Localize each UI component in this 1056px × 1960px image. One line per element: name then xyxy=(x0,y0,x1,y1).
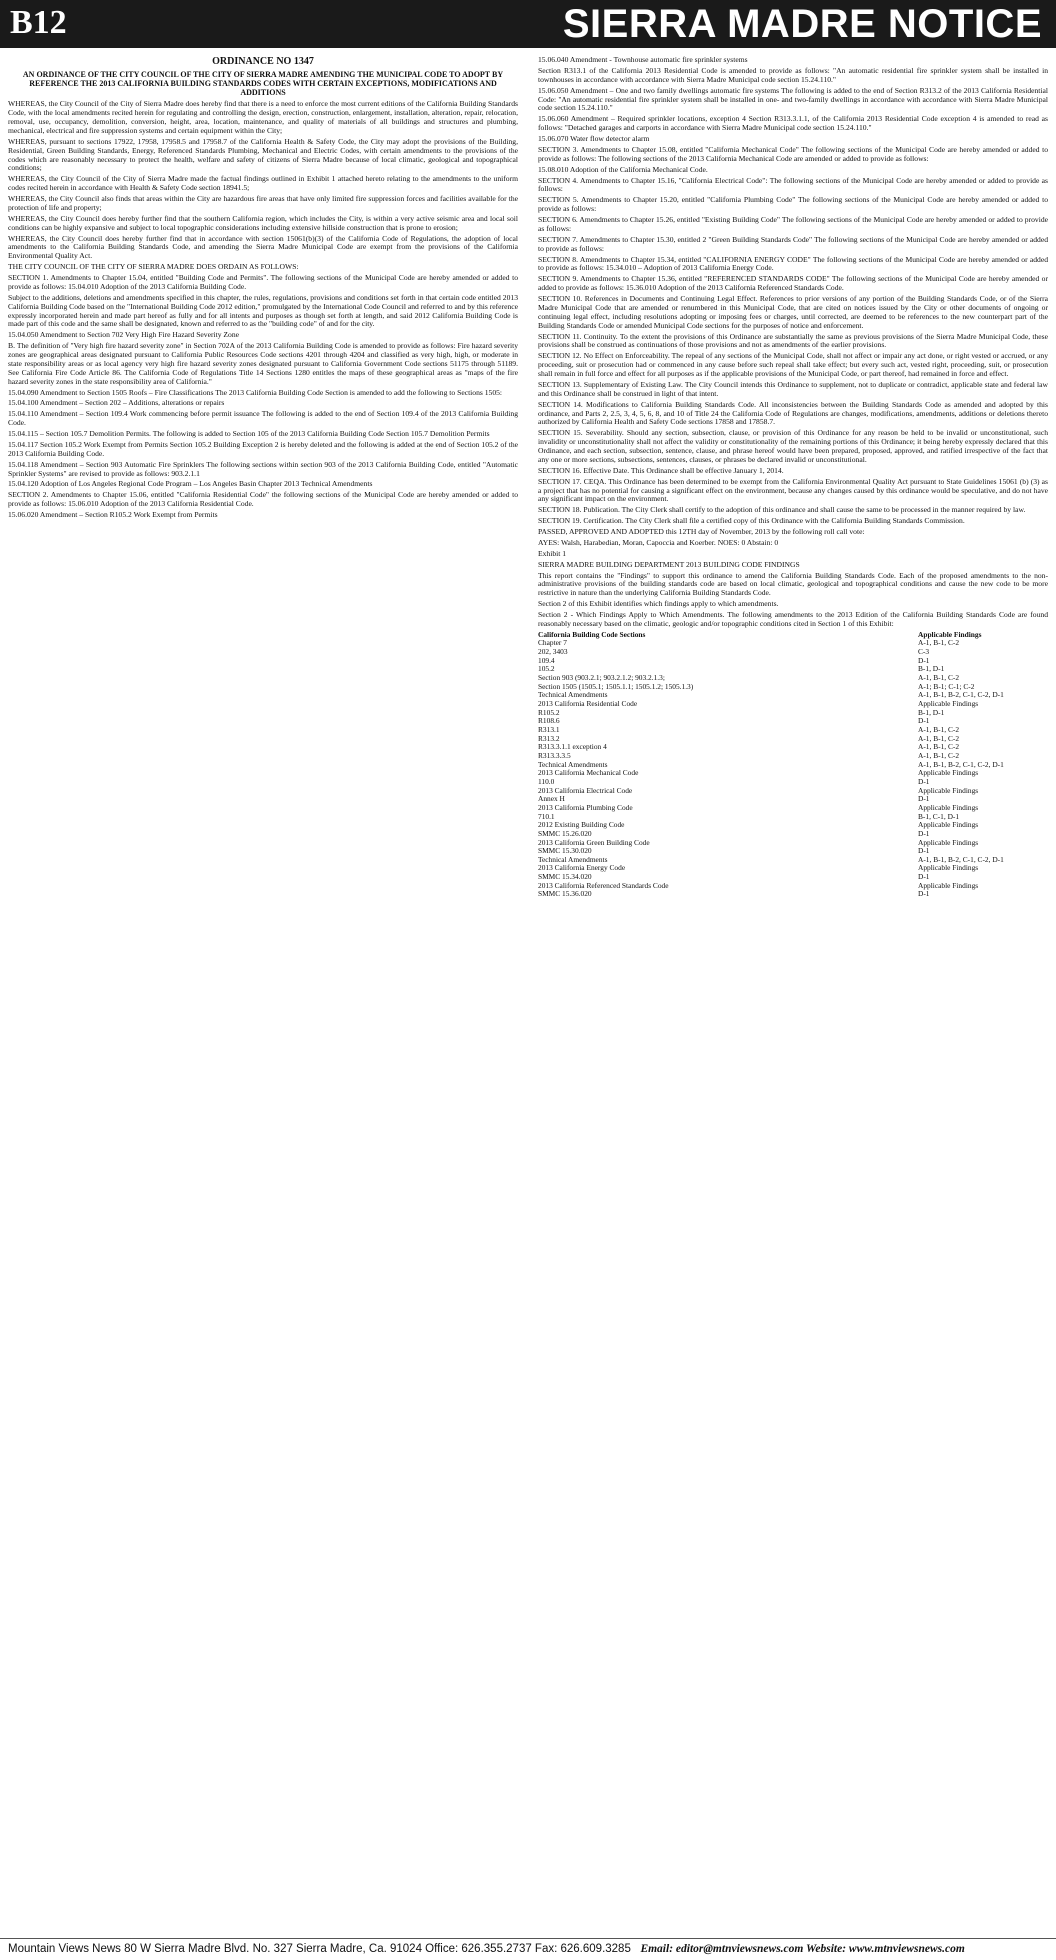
ordinance-paragraph: AYES: Walsh, Harabedian, Moran, Capoccia and Koerber. NOES: 0 Abstain: 0 xyxy=(538,537,779,547)
findings-applicable: A-1, B-1, C-2 xyxy=(918,750,960,760)
ordinance-paragraph: SECTION 18. Publication. The City Clerk shall certify to the adoption of this ordinance and shall cause the same to be processed in the manner required by law. xyxy=(538,505,1026,515)
ordinance-caption: AN ORDINANCE OF THE CITY COUNCIL OF THE CITY OF SIERRA MADRE AMENDING THE MUNICIPAL CODE TO ADOPT BY REFERENCE THE 2013 CALIFORNIA BUILDING STANDARDS CODES WITH CERTAIN EXCEPTIONS, MODIFICATIONS AND ADDITIONS xyxy=(22,69,504,98)
ordinance-paragraph: SECTION 5. Amendments to Chapter 15.20, entitled "California Plumbing Code" The following sections of the Municipal Code are hereby amended or added to provide as follows: xyxy=(538,195,1048,214)
ordinance-paragraph: SECTION 19. Certification. The City Clerk shall file a certified copy of this Ordinance with the California Building Standards Commission. xyxy=(538,516,965,526)
ordinance-paragraph: SECTION 14. Modifications to California Building Standards Code. All inconsistencies between the Building Standards Code as amended and adopted by this ordinance, and Parts 2, 2.5, 3, 4, 5, 6, 8, and 10 of Title 24 the California Code of Regulations are changes, modifications, amendments, additions or deletions thereto authorized by California Health and Safety Code sections 17858 and 17858.7. xyxy=(538,399,1048,427)
section-title: SIERRA MADRE NOTICE xyxy=(562,2,1042,46)
findings-applicable: A-1, B-1, C-2 xyxy=(918,742,960,752)
findings-code-section: 202, 3403 xyxy=(538,647,568,657)
right-body xyxy=(538,56,1048,629)
findings-row xyxy=(538,657,1048,666)
ordinance-paragraph: SECTION 7. Amendments to Chapter 15.30, entitled 2 "Green Building Standards Code" The following sections of the Municipal Code are hereby amended or added to provide as follows: xyxy=(538,234,1048,253)
ordinance-paragraph: This report contains the "Findings" to support this ordinance to amend the California Building Standards Code. Each of the proposed amendments to the non-administrative provisions of the building standards code are based on local climatic, geological and topographical conditions and cause the new code to be more restrictive in nature than the underlying California Building Standards Code. xyxy=(538,570,1048,598)
findings-code-section: 2013 California Residential Code xyxy=(538,699,638,708)
footer-address: Mountain Views News 80 W Sierra Madre Blvd. No. 327 Sierra Madre, Ca. 91024 Office: 626.355.2737 Fax: 626.609.3285 xyxy=(8,1943,631,1955)
ordinance-paragraph: THE CITY COUNCIL OF THE CITY OF SIERRA MADRE DOES ORDAIN AS FOLLOWS: xyxy=(8,262,299,272)
findings-applicable: D-1 xyxy=(918,776,930,786)
ordinance-paragraph: SECTION 4. Amendments to Chapter 15.16, "California Electrical Code": The following sections of the Municipal Code are hereby amended or added to provide as follows: xyxy=(538,175,1048,194)
findings-applicable: B-1, C-1, D-1 xyxy=(918,811,960,821)
findings-code-section: 110.0 xyxy=(538,776,555,786)
ordinance-paragraph: 15.06.050 Amendment – One and two family dwellings automatic fire systems The following is added to the end of Section R313.2 of the 2013 California Residential Code: "An automatic residential fire sprinkler system shall be installed in one- and two-family dwellings in accordance with accordance with Sierra Madre Municipal code section 15.24.110." xyxy=(538,85,1048,113)
ordinance-paragraph: WHEREAS, the City Council also finds that areas within the City are hazardous fire areas that have only limited fire suppression forces and facilities available for the protection of life and property; xyxy=(8,194,518,212)
ordinance-paragraph: 15.04.110 Amendment – Section 109.4 Work commencing before permit issuance The following is added to the end of Section 109.4 of the 2013 California Building Code. xyxy=(8,409,518,428)
findings-header-row xyxy=(538,631,1048,640)
findings-applicable: D-1 xyxy=(918,872,930,882)
ordinance-paragraph: 15.04.090 Amendment to Section 1505 Roofs – Fire Classifications The 2013 California Building Code Section is amended to add the following to Sections 1505: xyxy=(8,387,503,397)
ordinance-paragraph: 15.04.117 Section 105.2 Work Exempt from Permits Section 105.2 Building Exception 2 is hereby deleted and the following is added at the end of Section 105.2 of the 2013 California Building Code. xyxy=(8,439,518,458)
findings-code-section: Chapter 7 xyxy=(538,638,567,648)
findings-applicable: Applicable Findings xyxy=(918,768,979,778)
findings-code-section: Section 903 (903.2.1; 903.2.1.2; 903.2.1.3; xyxy=(538,673,665,683)
ordinance-paragraph: Section 2 of this Exhibit identifies which findings apply to which amendments. xyxy=(538,599,779,609)
findings-code-section: 2013 California Mechanical Code xyxy=(538,768,639,778)
findings-row xyxy=(538,639,1048,648)
findings-applicable: A-1, B-1, B-2, C-1, C-2, D-1 xyxy=(918,690,1004,700)
findings-code-section: 2013 California Energy Code xyxy=(538,863,626,873)
findings-applicable: A-1, B-1, C-2 xyxy=(918,733,960,743)
ordinance-paragraph: Section 2 - Which Findings Apply to Which Amendments. The following amendments to the 2013 Edition of the California Building Standards Code are found reasonably necessary based on the climatic, geologic and/or topographic conditions cited in Section 1 of this Exhibit: xyxy=(538,610,1048,628)
findings-row xyxy=(538,648,1048,657)
left-body xyxy=(8,100,518,520)
ordinance-paragraph: 15.06.070 Water flow detector alarm xyxy=(538,134,650,143)
findings-applicable: A-1, B-1, B-2, C-1, C-2, D-1 xyxy=(918,854,1004,864)
findings-applicable: B-1, D-1 xyxy=(918,664,945,674)
findings-code-section: 2012 Existing Building Code xyxy=(538,820,625,830)
ordinance-paragraph: SECTION 9. Amendments to Chapter 15.36, entitled "REFERENCED STANDARDS CODE" The following sections of the Municipal Code are hereby amended or added to provide as follows: 15.36.010 Adoption of the 2013 California Referenced Standards Code. xyxy=(538,274,1048,293)
findings-code-section: R105.2 xyxy=(538,707,560,717)
ordinance-paragraph: SECTION 13. Supplementary of Existing Law. The City Council intends this Ordinance to supplement, not to duplicate or contradict, applicable state and federal law and this Ordinance shall be construed in light of that intent. xyxy=(538,379,1048,398)
findings-applicable: Applicable Findings xyxy=(918,699,979,708)
findings-row xyxy=(538,864,1048,873)
findings-code-section: Section 1505 (1505.1; 1505.1.1; 1505.1.2; 1505.1.3) xyxy=(538,681,694,691)
findings-applicable: A-1, B-1, B-2, C-1, C-2, D-1 xyxy=(918,759,1004,769)
ordinance-paragraph: 15.06.060 Amendment – Required sprinkler locations, exception 4 Section R313.3.1.1, of the California 2013 Residential Code exception 4 is amended to read as follows: "Detached garages and carports in accordance with Sierra Madre Municipal code section 15.24.110." xyxy=(538,114,1048,133)
findings-code-section: 2013 California Plumbing Code xyxy=(538,802,633,812)
findings-code-section: R313.3.1.1 exception 4 xyxy=(538,742,607,752)
ordinance-paragraph: SECTION 3. Amendments to Chapter 15.08, entitled "California Mechanical Code" The following sections of the Municipal Code are hereby amended or added to provide as follows: The following sections of the 2013 California Mechanical Code are amended or added to provide as follows: xyxy=(538,144,1048,163)
ordinance-paragraph: 15.04.120 Adoption of Los Angeles Regional Code Program – Los Angeles Basin Chapter 2013 Technical Amendments xyxy=(8,479,373,489)
findings-code-section: Annex H xyxy=(538,794,565,804)
findings-code-section: 105.2 xyxy=(538,664,555,674)
ordinance-paragraph: Exhibit 1 xyxy=(538,548,567,558)
findings-row xyxy=(538,769,1048,778)
ordinance-title: ORDINANCE NO 1347 xyxy=(212,56,314,67)
findings-code-section: 2013 California Green Building Code xyxy=(538,837,650,847)
findings-row xyxy=(538,821,1048,830)
ordinance-paragraph: 15.06.020 Amendment – Section R105.2 Work Exempt from Permits xyxy=(8,510,218,519)
ordinance-paragraph: WHEREAS, pursuant to sections 17922, 17958, 17958.5 and 17958.7 of the California Health & Safety Code, the City may adopt the provisions of the Building, Residential, Green Building Standards, Energy, Referenced Standards Plumbing, Mechanical and Electric Codes, with certain amendments to the provisions of the codes which are reasonably necessary to protect the health, welfare and safety of citizens of Sierra Madre because of local climatic, geological and topographical conditions; xyxy=(8,136,518,173)
ordinance-paragraph: B. The definition of "Very high fire hazard severity zone" in Section 702A of the 2013 California Building Code is amended to provide as follows: Fire hazard severity zones are geographical areas designated pursuant to California Public Resources Code sections 4201 through 4204 and classified as very high, high, or moderate in state responsibility areas or as local agency very high fire hazard severity zones designated pursuant to California Government Code sections 51175 through 51189. See California Fire Code Article 86. The California Code of Regulations Title 14 Sections 1280 entitles the maps of these geographical areas as "maps of the fire hazard severity zones in the state responsibility area of California." xyxy=(8,341,518,386)
findings-row xyxy=(538,890,1048,899)
findings-applicable: Applicable Findings xyxy=(918,802,979,812)
footer-contact: Email: editor@mtnviewsnews.com Website: www.mtnviewsnews.com xyxy=(640,1943,965,1955)
findings-header-findings: Applicable Findings xyxy=(918,629,982,639)
ordinance-paragraph: SECTION 2. Amendments to Chapter 15.06, entitled "California Residential Code" the following sections of the Municipal Code are hereby amended or added to provide as follows: 15.06.010 Adoption of the 2013 California Residential Code. xyxy=(8,490,518,509)
ordinance-paragraph: SIERRA MADRE BUILDING DEPARTMENT 2013 BUILDING CODE FINDINGS xyxy=(538,559,800,569)
findings-row xyxy=(538,882,1048,891)
findings-row xyxy=(538,717,1048,726)
ordinance-paragraph: SECTION 1. Amendments to Chapter 15.04, entitled "Building Code and Permits". The following sections of the Municipal Code are hereby amended or added to provide as follows: 15.04.010 Adoption of the 2013 California Building Code. xyxy=(8,273,518,291)
findings-applicable: D-1 xyxy=(918,716,930,726)
findings-code-section: SMMC 15.26.020 xyxy=(538,828,592,838)
findings-applicable: Applicable Findings xyxy=(918,837,979,847)
masthead xyxy=(0,0,1056,48)
findings-applicable: D-1 xyxy=(918,846,930,856)
findings-header-sections: California Building Code Sections xyxy=(538,629,646,639)
findings-applicable: A-1, B-1, C-2 xyxy=(918,673,960,683)
findings-code-section: SMMC 15.34.020 xyxy=(538,872,592,882)
ordinance-paragraph: SECTION 11. Continuity. To the extent the provisions of this Ordinance are substantially the same as previous provisions of the Sierra Madre Municipal Code, these provisions shall be construed as continuations of those provisions and not as amendments of the earlier provisions. xyxy=(538,331,1048,350)
findings-code-section: Technical Amendments xyxy=(538,690,608,700)
ordinance-paragraph: SECTION 15. Severability. Should any section, subsection, clause, or provision of this Ordinance for any reason be held to be invalid or unconstitutional, such invalidity or unconstitutionality shall not affect the validity or constitutionality of the remaining portions of this Ordinance; it being hereby expressly declared that this Ordinance, and each section, subsection, sentence, clause, and phrase hereof would have been prepared, proposed, approved, and ratified irrespective of the fact that any one or more sections, subsections, sentences, clauses, or phrases be declared invalid or unconstitutional. xyxy=(538,428,1048,464)
findings-row xyxy=(538,709,1048,718)
page-number: B12 xyxy=(10,4,67,41)
findings-row xyxy=(538,787,1048,796)
ordinance-paragraph: PASSED, APPROVED AND ADOPTED this 12TH day of November, 2013 by the following roll call vote: xyxy=(538,527,865,536)
findings-applicable: Applicable Findings xyxy=(918,785,979,795)
findings-applicable: D-1 xyxy=(918,794,930,804)
ordinance-paragraph: 15.04.100 Amendment – Section 202 – Additions, alterations or repairs xyxy=(8,398,225,408)
findings-code-section: R108.6 xyxy=(538,716,560,726)
findings-applicable: Applicable Findings xyxy=(918,880,979,890)
ordinance-paragraph: SECTION 8. Amendments to Chapter 15.34, entitled "CALIFORNIA ENERGY CODE" The following sections of the Municipal Code are hereby amended or added to provide as follows: 15.34.010 – Adoption of 2013 California Energy Code. xyxy=(538,254,1048,273)
ordinance-paragraph: SECTION 10. References in Documents and Continuing Legal Effect. References to prior versions of any portion of the Building Standards Code, or of the Sierra Madre Municipal Code that are amended or renumbered in this Municipal Code, that are cited on notices issued by the City or other documents of ongoing or continuing legal effect, including resolutions adopting or imposing fees or charges, until corrected, are deemed to be references to the new counterpart part of the Building Standards Code or amended Municipal Code sections for the purposes of notice and enforcement. xyxy=(538,294,1048,330)
findings-applicable: Applicable Findings xyxy=(918,820,979,830)
findings-table xyxy=(538,631,1048,899)
findings-applicable: C-3 xyxy=(918,647,930,657)
findings-applicable: A-1; B-1; C-1; C-2 xyxy=(918,681,975,691)
findings-code-section: 109.4 xyxy=(538,655,555,665)
findings-applicable: D-1 xyxy=(918,655,930,665)
findings-row xyxy=(538,804,1048,813)
findings-row xyxy=(538,726,1048,735)
ordinance-paragraph: SECTION 6. Amendments to Chapter 15.26, entitled "Existing Building Code" The following sections of the Municipal Code are hereby amended or added to provide as follows: xyxy=(538,215,1048,233)
left-column xyxy=(8,56,518,1932)
ordinance-paragraph: SECTION 16. Effective Date. This Ordinance shall be effective January 1, 2014. xyxy=(538,465,784,475)
findings-row xyxy=(538,839,1048,848)
findings-code-section: SMMC 15.30.020 xyxy=(538,846,592,856)
ordinance-paragraph: 15.08.010 Adoption of the California Mechanical Code. xyxy=(538,164,708,174)
findings-code-section: 710.1 xyxy=(538,811,555,821)
findings-code-section: SMMC 15.36.020 xyxy=(538,889,592,899)
ordinance-paragraph: SECTION 12. No Effect on Enforceability. The repeal of any sections of the Municipal Code, shall not affect or impair any act done, or right vested or accrued, or any proceeding, suit or prosecution had or commenced in any cause before such repeal shall take effect; but every such act, vested right, proceeding, suit, or prosecution shall remain in full force and effect for all purposes as if the applicable provisions of the Municipal Code, or part thereof, had remained in force and effect. xyxy=(538,351,1048,378)
ordinance-paragraph: WHEREAS, the City Council does hereby further find that the southern California region, which includes the City, is within a very active seismic area and local soil conditions can be highly expansive and subject to local topographic considerations including extensive hillside construction that is prone to erosion; xyxy=(8,213,518,232)
ordinance-paragraph: SECTION 17. CEQA. This Ordinance has been determined to be exempt from the California Environmental Quality Act pursuant to State Guidelines 15061 (b) (3) as a project that has no potential for causing a significant effect on the environment, because any changes caused by this ordinance would be speculative, and do not have any significant impact on the environment. xyxy=(538,476,1048,504)
ordinance-paragraph: WHEREAS, the City Council of the City of Sierra Madre does hereby find that there is a need to enforce the most current editions of the California Building Standards Code, with the local amendments recited herein for regulating and controlling the design, erection, construction, enlargement, installation, alteration, repair, relocation, removal, use, occupancy, demolition, conversion, height, area, location, maintenance, and quality of materials of all buildings and structures and plumbing, mechanical, electrical and fire suppression systems and certain equipment within the City; xyxy=(8,99,518,135)
findings-applicable: A-1, B-1, C-2 xyxy=(918,724,960,734)
findings-code-section: R313.3.3.5 xyxy=(538,750,571,760)
ordinance-paragraph: 15.04.118 Amendment – Section 903 Automatic Fire Sprinklers The following sections within section 903 of the 2013 California Building Code, entitled "Automatic Sprinkler Systems" are revised to provide as follows: 903.2.1.1 xyxy=(8,459,518,478)
right-column xyxy=(538,56,1048,1932)
ordinance-paragraph: 15.04.115 – Section 105.7 Demolition Permits. The following is added to Section 105 of the 2013 California Building Code Section 105.7 Demolition Permits xyxy=(8,429,490,438)
findings-row xyxy=(538,735,1048,744)
findings-applicable: D-1 xyxy=(918,828,930,838)
findings-applicable: Applicable Findings xyxy=(918,863,979,873)
findings-body xyxy=(538,639,1048,899)
ordinance-paragraph: WHEREAS, the City Council of the City of Sierra Madre made the factual findings outlined in Exhibit 1 attached hereto relating to the amendments to the uniform codes recited herein in accordance with Health & Safety Code section 18941.5; xyxy=(8,174,518,193)
ordinance-paragraph: Subject to the additions, deletions and amendments specified in this chapter, the rules, regulations, provisions and conditions set forth in that certain code entitled 2013 California Building Code based on the "International Building Code 2012 edition," promulgated by the International Code Council and referred to and by this reference expressly incorporated herein and made part hereof as fully and for all intents and purposes as though set forth at length, and said 2012 California Building Code is made part of this code and the same shall be designated, known and referred to as the "building code" of and for the city. xyxy=(8,292,518,329)
ordinance-paragraph: 15.06.040 Amendment - Townhouse automatic fire sprinkler systems xyxy=(538,56,748,64)
findings-applicable: B-1, D-1 xyxy=(918,707,945,717)
findings-applicable: A-1, B-1, C-2 xyxy=(918,638,960,648)
findings-applicable: D-1 xyxy=(918,889,930,899)
findings-code-section: 2013 California Electrical Code xyxy=(538,785,633,795)
findings-code-section: R313.2 xyxy=(538,733,560,743)
findings-row xyxy=(538,743,1048,752)
findings-row xyxy=(538,700,1048,709)
ordinance-paragraph: Section R313.1 of the California 2013 Residential Code is amended to provide as follows: "An automatic residential fire sprinkler system shall be installed in townhouses in accordance with accordance with Sierra Madre Municipal code section 15.24.110." xyxy=(538,65,1048,84)
footer xyxy=(0,1938,1056,1960)
findings-code-section: R313.1 xyxy=(538,724,560,734)
findings-code-section: Technical Amendments xyxy=(538,759,608,769)
ordinance-paragraph: 15.04.050 Amendment to Section 702 Very High Fire Hazard Severity Zone xyxy=(8,330,240,340)
findings-code-section: Technical Amendments xyxy=(538,854,608,864)
findings-code-section: 2013 California Referenced Standards Code xyxy=(538,880,669,890)
ordinance-paragraph: WHEREAS, the City Council does hereby further find that in accordance with section 15061(b)(3) of the California Code of Regulations, the adoption of local amendments to the California Building Standards Code, and amending the Sierra Madre Municipal Code are exempt from the provisions of the California Environmental Quality Act. xyxy=(8,233,518,261)
